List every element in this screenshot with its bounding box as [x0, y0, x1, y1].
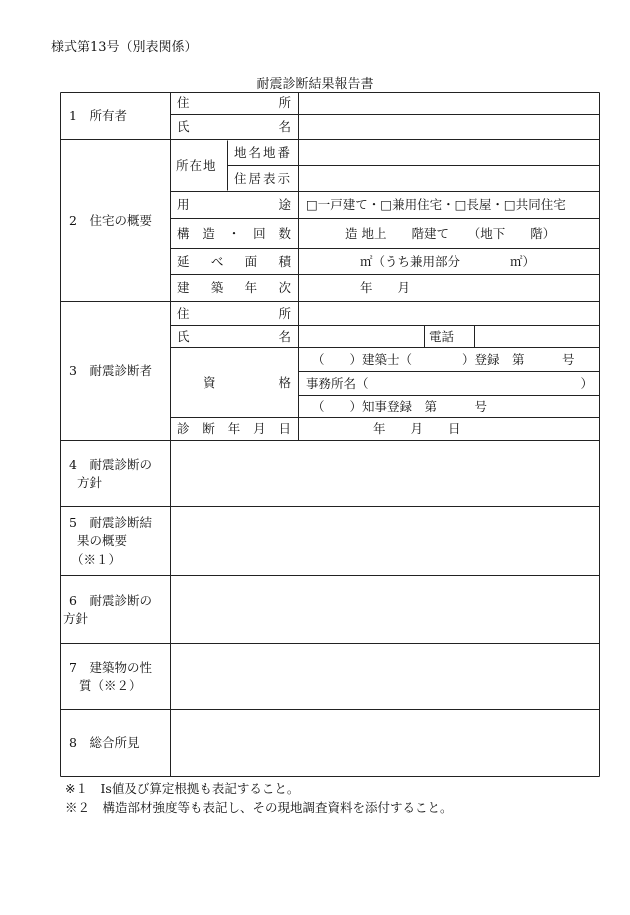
floor-area-value: ㎡（うち兼用部分 ㎡） [360, 253, 536, 269]
location-label: 所在地 [176, 157, 217, 173]
note-1: ※１ Is値及び算定根拠も表記すること。 [65, 781, 300, 796]
section-diagnosis-policy-2-label: 6 耐震診断の 方針 [63, 592, 152, 626]
section-diagnosis-policy-label: 4 耐震診断の 方針 [69, 456, 152, 490]
section-diagnosis-summary-label: 5 耐震診断結 果の概要 （※１） [69, 515, 152, 567]
form-number: 様式第13号（別表関係） [51, 40, 198, 55]
section-owner-label: 1 所有者 [69, 107, 127, 123]
phone-label: 電話 [429, 328, 455, 344]
section-building-properties-label: 7 建築物の性 質（※２） [69, 659, 152, 693]
section-house-overview-label: 2 住宅の概要 [69, 212, 152, 228]
built-year-value: 年 月 [360, 280, 411, 296]
note-2: ※２ 構造部材強度等も表記し、その現地調査資料を添付すること。 [65, 800, 453, 815]
diagnostician-name-label: 氏 名 [177, 328, 291, 344]
lot-number-label: 地名地番 [234, 144, 293, 160]
residence-display-label: 住居表示 [234, 170, 293, 186]
diagnosis-date-label: 診 断 年 月 日 [177, 421, 291, 437]
architect-registration-line: （ ）建築士（ ）登録 第 号 [312, 351, 575, 367]
section-diagnostician-label: 3 耐震診断者 [69, 363, 152, 379]
qualification-label: 資 格 [203, 374, 291, 390]
diagnosis-date-value: 年 月 日 [373, 421, 461, 437]
structure-floors-label: 構 造 ・ 回 数 [177, 225, 291, 241]
office-name-line: 事務所名（ ） [306, 375, 593, 391]
diagnostician-address-label: 住 所 [177, 305, 291, 321]
use-options: □一戸建て・□兼用住宅・□長屋・□共同住宅 [306, 197, 566, 213]
report-form-table [60, 92, 600, 777]
structure-floors-value: 造 地上 階建て （地下 階） [345, 225, 556, 241]
document-title: 耐震診断結果報告書 [256, 77, 374, 92]
section-overall-opinion-label: 8 総合所見 [69, 735, 140, 751]
owner-address-label: 住 所 [177, 95, 291, 111]
floor-area-label: 延 べ 面 積 [177, 253, 291, 269]
use-label: 用 途 [177, 197, 291, 213]
governor-registration-line: （ ）知事登録 第 号 [312, 398, 488, 414]
built-year-label: 建 築 年 次 [177, 280, 291, 296]
owner-name-label: 氏 名 [177, 119, 291, 135]
